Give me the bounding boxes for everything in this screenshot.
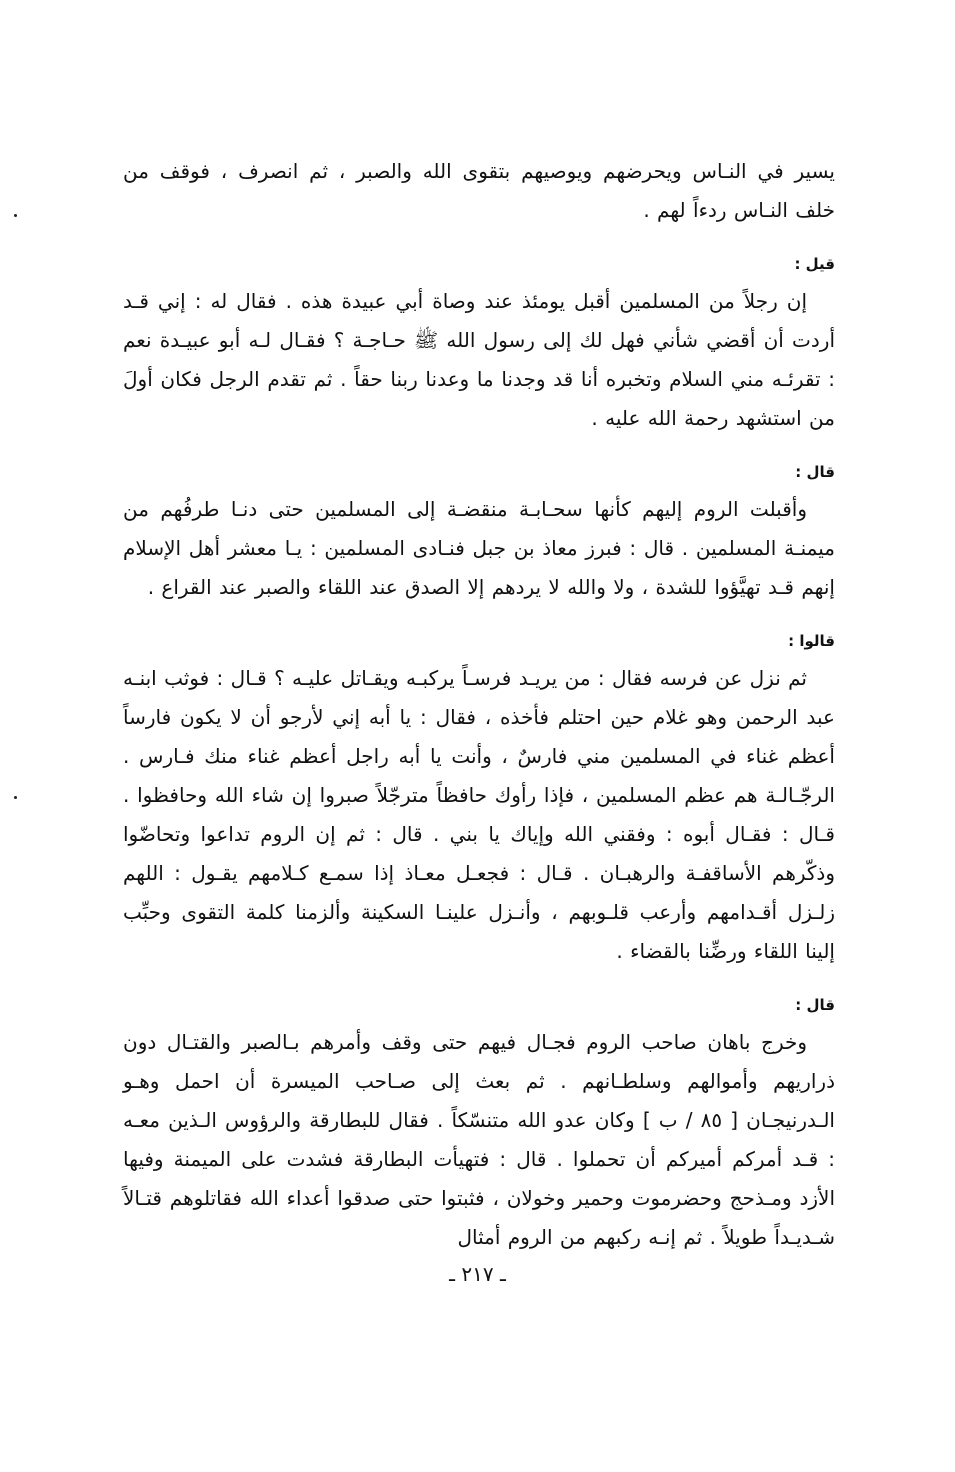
scan-speck [14, 796, 17, 799]
paragraph-2: إن رجلاً من المسلمين أقبل يومئذ عند وصاة أبي عبيدة هذه . فقال له : إني قـد أردت أن أقضي شأني فهل لك إلى رسول الله ﷺ حـاجـة ؟ فقـال لـه أبو عبيـدة نعم : تقرئـه مني السلام وتخبره أنا قد وجدنا ما وعدنا ربنا حقاً . ثم تقدم الرجل فكان أولَ من استشهد رحمة الله عليه . [123, 289, 835, 430]
page-body [123, 152, 835, 1257]
scan-speck [14, 214, 17, 217]
section-heading-2: قيل : [794, 255, 835, 273]
section-heading-5: قال : [795, 996, 835, 1014]
section-heading-4: قالوا : [788, 632, 835, 650]
section-heading-3: قال : [795, 463, 835, 481]
paragraph-5: وخرج باهان صاحب الروم فجـال فيهم حتى وقف وأمرهم بـالصبر والقتـال دون ذراريهم وأموالهم وسلطـانهم . ثم بعث إلى صـاحب الميسرة أن احمل وهـو الـدرنيجـان [ ٨٥ / ب ] وكان عدو الله متنسّكاً . فقال للبطارقة والرؤوس الـذين معـه : قـد أمركم أميركم أن تحملوا . قال : فتهيأت البطارقة فشدت على الميمنة وفيها الأزد ومـذحج وحضرموت وحمير وخولان ، فثبتوا حتى صدقوا أعداء الله فقاتلوهم قتـالاً شـديـداً طويلاً . ثم إنـه ركبهم من الروم أمثال [123, 1030, 835, 1249]
paragraph-4: ثم نزل عن فرسه فقال : من يريـد فرسـاً يركبـه ويقـاتل عليـه ؟ قـال : فوثب ابنـه عبد الرحمن وهو غلام حين احتلم فأخذه ، فقال : يا أبه إني لأرجو أن لا يكون فارساً أعظم غناء في المسلمين مني فارسٌ ، وأنت يا أبه راجل أعظم غناء منك فـارس . الرجّـالـة هم عظم المسلمين ، فإذا رأوك حافظاً مترجّلاً صبروا إن شاء الله وحافظوا . قـال : فقـال أبوه : وفقني الله وإياك يا بني . قال : ثم إن الروم تداعوا وتحاضّوا وذكّرهم الأساقفـة والرهبـان . قـال : فجعـل معـاذ إذا سمـع كـلامهم يقـول : اللهم زلـزل أقـدامهم وأرعب قلـوبهم ، وأنـزل علينـا السكينة وألزمنا كلمة التقوى وحبِّب إلينا اللقاء ورضِّنا بالقضاء . [123, 666, 835, 963]
page-number: ـ ٢١٧ ـ [449, 1262, 506, 1286]
paragraph-3: وأقبلت الروم إليهم كأنها سحـابـة منقضـة إلى المسلمين حتى دنـا طرفُهم من ميمنـة المسلمين . قال : فبرز معاذ بن جبل فنـادى المسلمين : يـا معشر أهل الإسلام إنهم قـد تهيَّؤوا للشدة ، ولا والله لا يردهم إلا الصدق عند اللقاء والصبر عند القراع . [123, 497, 835, 599]
paragraph-1: يسير في النـاس ويحرضهم ويوصيهم بتقوى الله والصبر ، ثم انصرف ، فوقف من خلف النـاس ردءاً لهم . [123, 159, 835, 222]
